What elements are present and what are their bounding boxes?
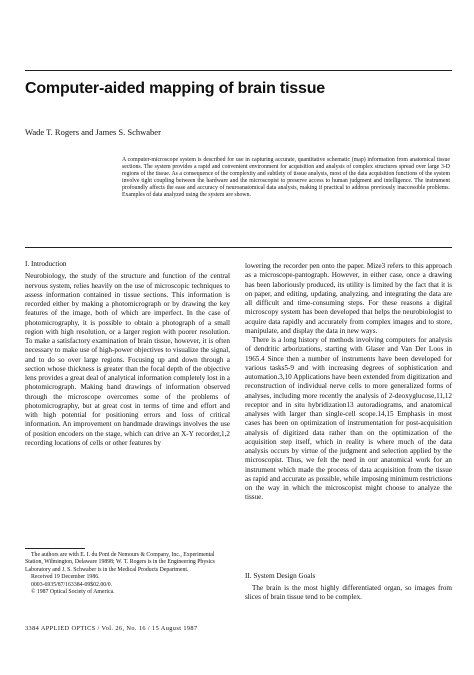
- right-paragraph-1: lowering the recorder pen onto the paper. Mize3 refers to this approach as a microscope-pantograph. However, in either case, once a drawing has been laboriously produced, its utility is limited by the fact that it is on paper, and editing, updating, analyzing, and integrating the data are all difficult and time-consuming steps. For these reasons a digital microscopy system has been developed that helps the neurobiologist to acquire data rapidly and accurately from complex images and to store, manipulate, and display the data in new ways.: [245, 262, 452, 335]
- footnote-copyright: © 1987 Optical Society of America.: [31, 589, 115, 596]
- running-footer: 3384 APPLIED OPTICS / Vol. 26, No. 16 / 15 August 1987: [25, 625, 198, 632]
- footnote-rule: [25, 548, 85, 549]
- article-title: Computer-aided mapping of brain tissue: [25, 80, 325, 97]
- footnote-received: Received 19 December 1986.: [31, 574, 100, 581]
- footnotes: [25, 552, 230, 596]
- right-column: [245, 262, 452, 503]
- section-heading-design-goals: II. System Design Goals: [245, 572, 316, 580]
- abstract: A computer-microscope system is described for use in capturing accurate, quantitative schematic (map) information from anatomical tissue sections. The system provides a rapid and convenient environment for acquisition and analysis of complex structures spread over large 3-D regions of the tissue. As a consequence of the complexity and subtlety of tissue analysis, most of the data acquisition functions of the system involve tight coupling between the hardware and the microscopist to preserve access to human judgment and intelligence. The instrument profoundly affects the ease and accuracy of neuroanatomical data analysis, making it practical to address previously inaccessible problems. Examples of data analyzed using the system are shown.: [122, 157, 450, 199]
- footnote-affiliation: The authors are with E. I. du Pont de Nemours & Company, Inc., Experimental Station, Wilmington, Delaware 19898; W. T. Rogers is in the Engineering Physics Laboratory and J. S. Schwaber is in the Medical Products Department.: [25, 552, 215, 573]
- abstract-rule: [25, 247, 452, 248]
- intro-paragraph: Neurobiology, the study of the structure and function of the central nervous system, relies heavily on the use of microscopic techniques to assess information contained in tissue sections. This information is recorded either by making a photomicrograph or by drawing the key features of the image, both of which are imperfect. In the case of photomicrography, it is possible to obtain a photograph of a small region with high resolution, or a larger region with poorer resolution. To make a satisfactory examination of brain tissue, however, it is often necessary to make use of high-power objectives to visualize the signal, and to do so over large regions. Focusing up and down through a section whose thickness is greater than the focal depth of the objective lens provides a great deal of analytical information completely lost in a photomicrograph. Making hand drawings of information observed through the microscope overcomes some of the problems of photomicrography, but at great cost in terms of time and effort and with high potential for positioning errors and loss of critical information. An improvement on handmade drawings involves the use of position encoders on the stage, which can drive an X-Y recorder,1,2 recording locations of cells or other features by: [25, 272, 230, 447]
- section-2-body: The brain is the most highly differentiated organ, so images from slices of brain tissue tend to be complex.: [245, 584, 452, 602]
- top-rule: [25, 70, 452, 71]
- author-line: Wade T. Rogers and James S. Schwaber: [25, 127, 161, 137]
- footnote-code: 0003-6935/87/163384-09$02.00/0.: [31, 581, 113, 588]
- right-paragraph-2: There is a long history of methods involving computers for analysis of dendritic arborizations, starting with Glaser and Van Der Loos in 1965.4 Since then a number of instruments have been developed for various tasks5-9 and with increasing degrees of sophistication and automation.3,10 Applications have been extended from digitization and reconstruction of individual nerve cells to more generalized forms of analyses, including more recently the analysis of 2-deoxyglucose,11,12 receptor and in situ hybridization13 autoradiograms, and anatomical analyses with larger than single-cell scope.14,15 Emphasis in most cases has been on optimization of instrumentation for post-acquisition analysis of digitized data rather than on the optimization of the acquisition step itself, which in reality is where much of the data analysis occurs by virtue of the judgment and selection applied by the microscopist. Thus, we felt the need in our anatomical work for an instrument which made the process of data acquisition from the tissue as rapid and accurate as possible, while imposing minimum restrictions on the way in which the microscopist might choose to analyze the tissue.: [245, 336, 452, 502]
- section-2: [245, 572, 452, 603]
- left-column: [25, 260, 230, 448]
- section-heading-introduction: I. Introduction: [25, 260, 67, 268]
